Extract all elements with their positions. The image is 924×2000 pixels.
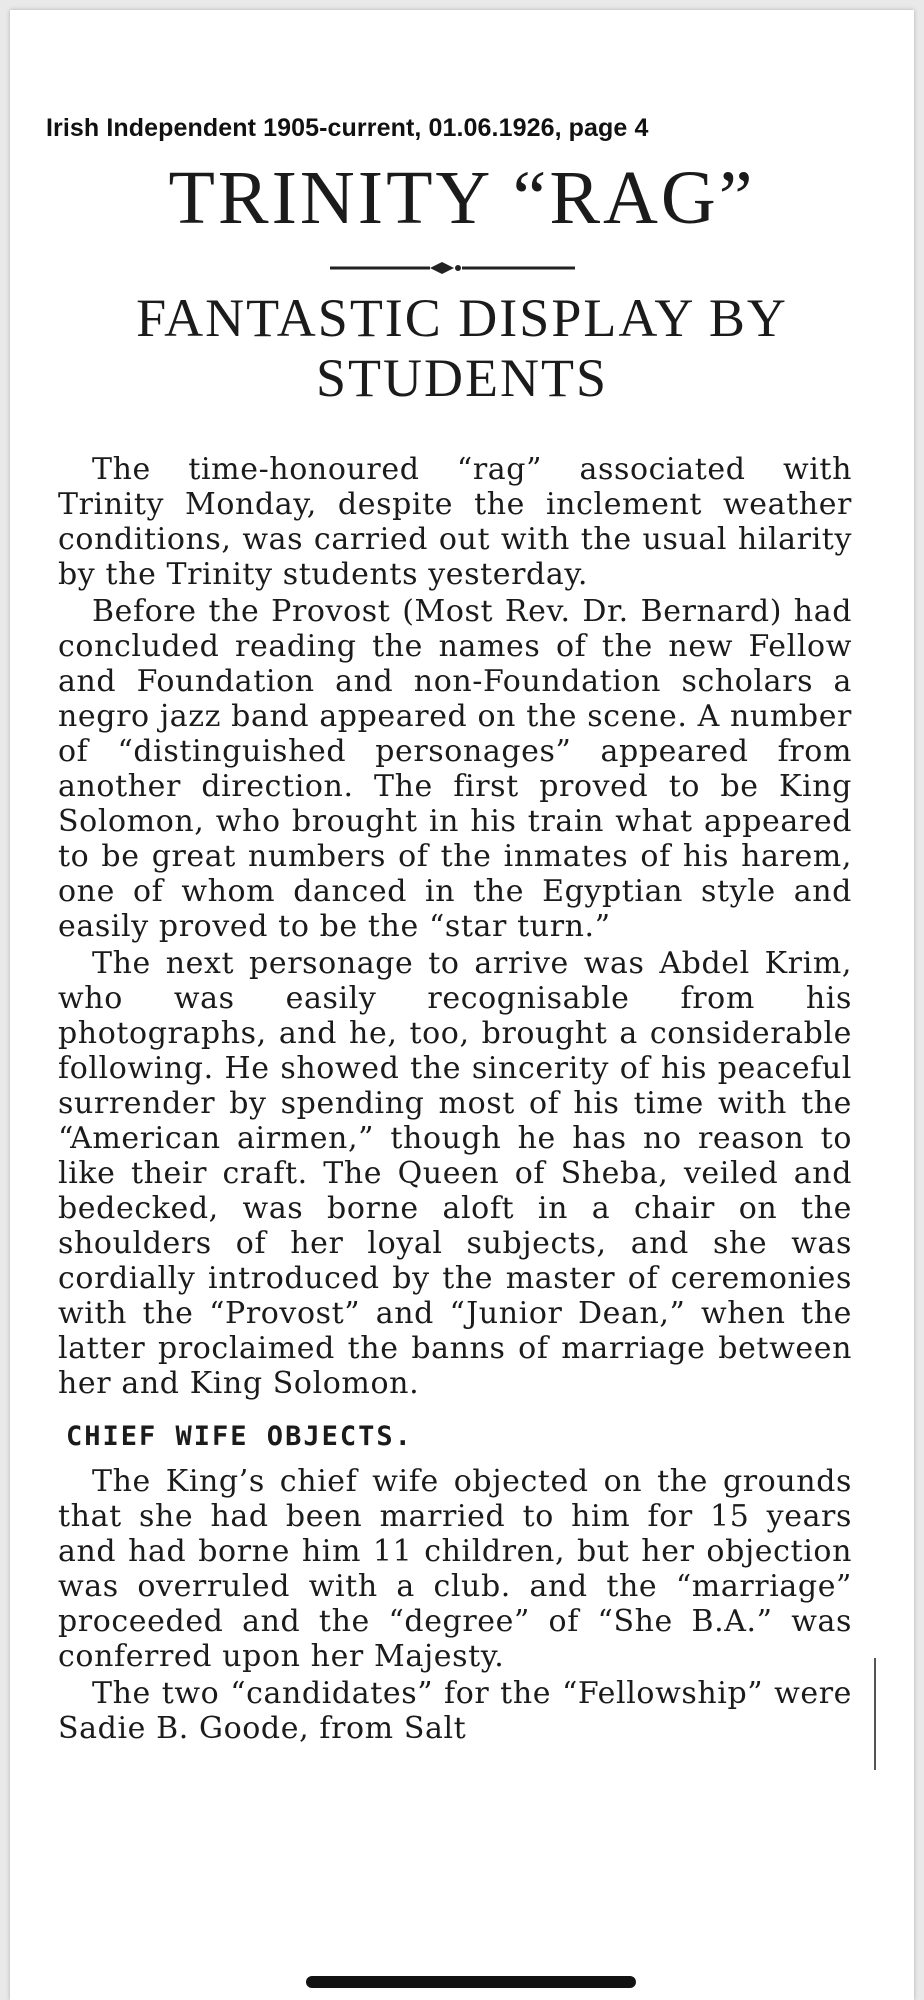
article-paragraph: The two “candidates” for the “Fellowship” were Sadie B. Goode, from Salt — [58, 1676, 852, 1746]
scroll-indicator[interactable] — [306, 1976, 636, 1988]
ornamental-rule-icon — [330, 256, 575, 280]
section-heading: CHIEF WIFE OBJECTS. — [66, 1421, 413, 1452]
article-subhead — [10, 288, 914, 408]
article-headline: TRINITY “RAG” — [168, 156, 756, 240]
article-paragraph: The next personage to arrive was Abdel Krim, who was easily recognisable from his photographs, and he, too, brought a considerable following. He showed the sincerity of his peaceful surrender by spending most of his time with the “American airmen,” though he has no reason to like their craft. The Queen of Sheba, veiled and bedecked, was borne aloft in a chair on the shoulders of her loyal subjects, and she was cordially introduced by the master of ceremonies with the “Provost” and “Junior Dean,” when the latter proclaimed the banns of marriage between her and King Solomon. — [58, 946, 852, 1401]
source-caption: Irish Independent 1905-current, 01.06.1926, page 4 — [46, 114, 649, 142]
article-body — [58, 452, 852, 1748]
article-paragraph: Before the Provost (Most Rev. Dr. Bernard) had concluded reading the names of the new Fellow and Foundation and non-Foundation scholars a negro jazz band appeared on the scene. A number of “distinguished personages” appeared from another direction. The first proved to be King Solomon, who brought in his train what appeared to be great numbers of the inmates of his harem, one of whom danced in the Egyptian style and easily proved to be the “star turn.” — [58, 594, 852, 944]
subhead-line: FANTASTIC DISPLAY BY — [136, 288, 788, 348]
article-paragraph: The time-honoured “rag” associated with Trinity Monday, despite the inclement weather conditions, was carried out with the usual hilarity by the Trinity students yesterday. — [58, 452, 852, 592]
newspaper-clipping — [10, 10, 914, 2000]
subhead-line: STUDENTS — [315, 348, 608, 408]
document-page — [10, 10, 914, 2000]
article-paragraph: The King’s chief wife objected on the grounds that she had been married to him for 15 years and had borne him 11 children, but her objection was overruled with a club. and the “marriage” proceeded and the “degree” of “She B.A.” was conferred upon her Majesty. — [58, 1464, 852, 1674]
column-edge-line — [874, 1658, 876, 1770]
